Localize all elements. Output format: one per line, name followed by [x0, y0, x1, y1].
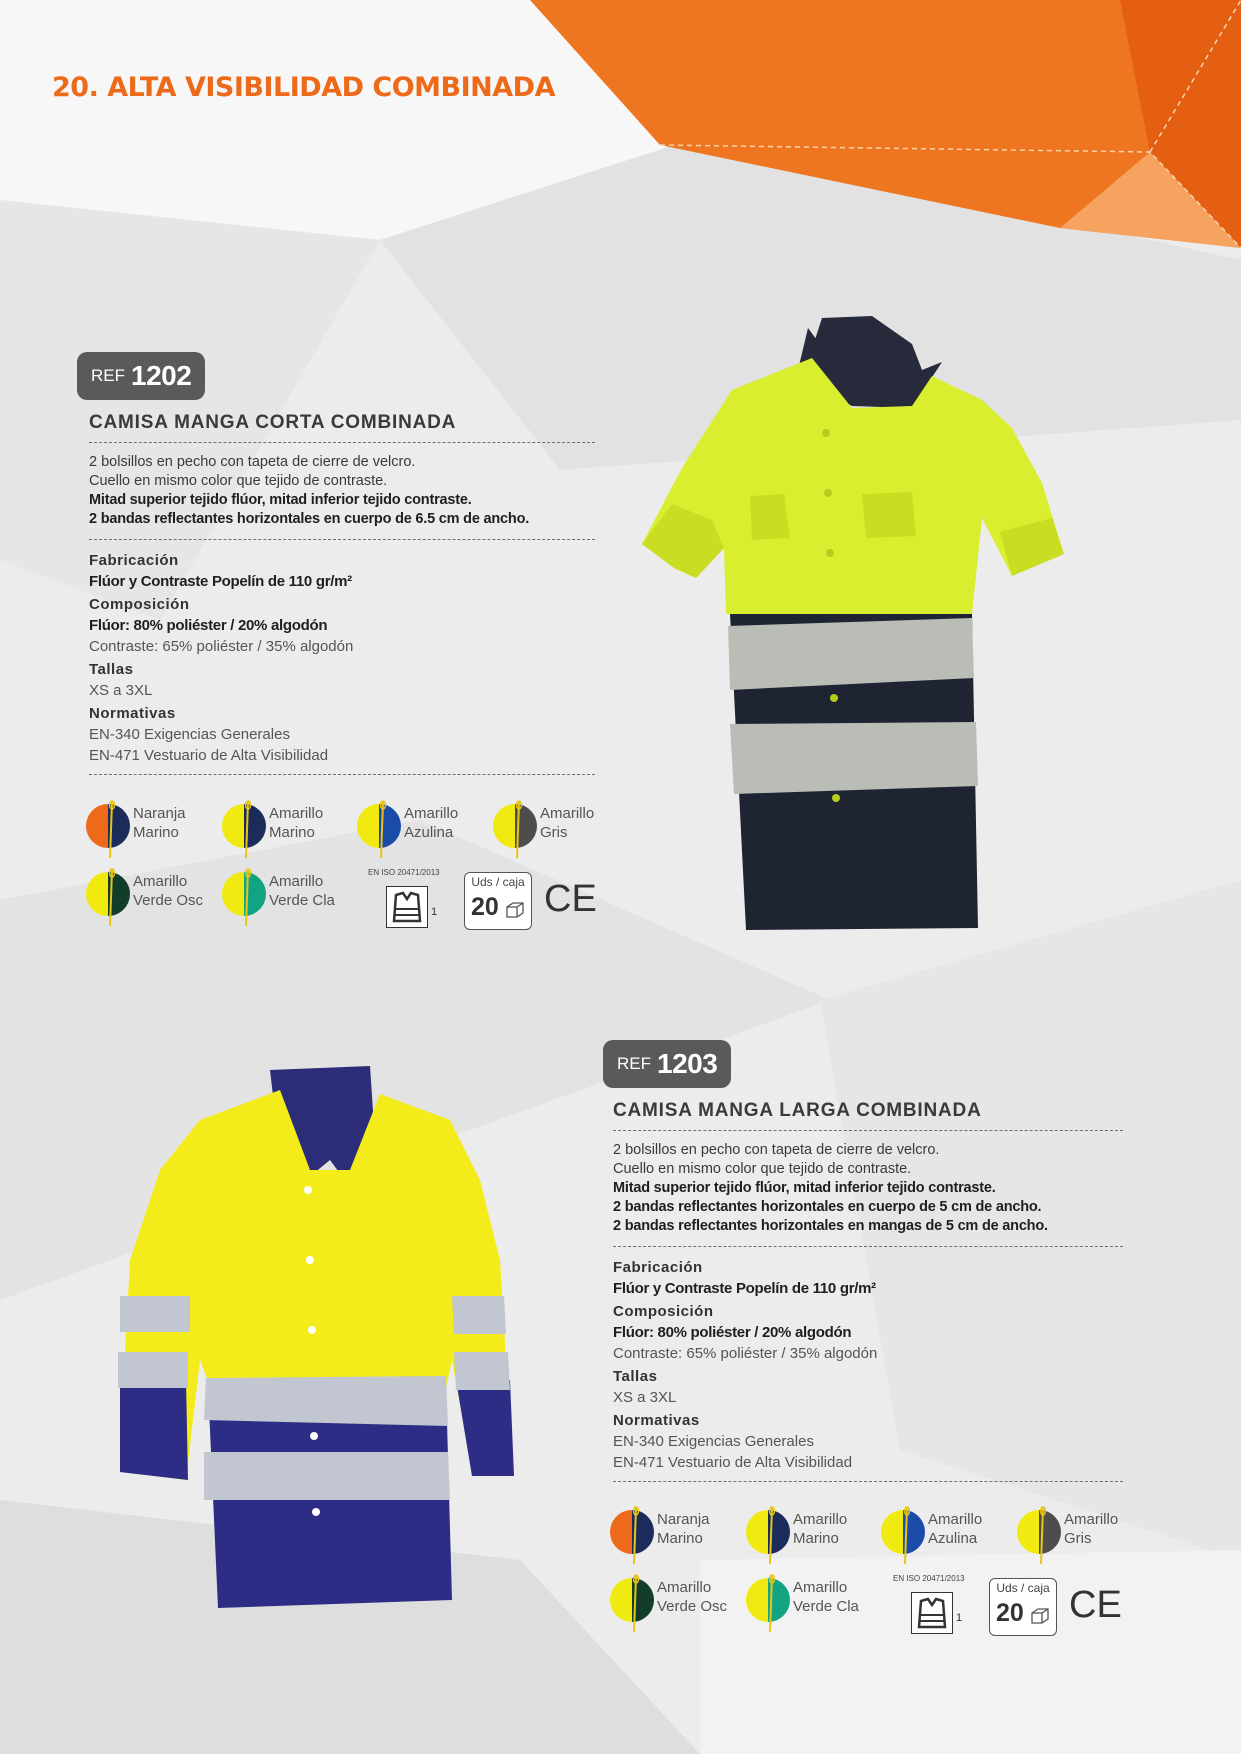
- swatch-label: [133, 872, 203, 910]
- fabricacion-label: Fabricación: [89, 552, 179, 569]
- swatch-icon: [493, 800, 537, 860]
- swatch-label-line: Gris: [540, 824, 568, 841]
- product-title: CAMISA MANGA CORTA COMBINADA: [89, 412, 457, 433]
- swatch-icon: [222, 800, 266, 860]
- units-per-box: [464, 872, 532, 930]
- swatch-label-line: Naranja: [133, 805, 186, 822]
- box-icon: [505, 901, 525, 919]
- normativas-label: Normativas: [613, 1412, 700, 1429]
- swatch-label-line: Azulina: [928, 1530, 978, 1547]
- swatch-label-line: Verde Osc: [657, 1598, 728, 1615]
- color-swatch-amarillo-gris[interactable]: [1017, 1506, 1167, 1562]
- swatch-label-line: Amarillo: [657, 1579, 712, 1596]
- color-swatch-amarillo-azulina[interactable]: [357, 800, 507, 856]
- color-swatch-amarillo-marino[interactable]: [222, 800, 372, 856]
- divider: [613, 1246, 1123, 1247]
- description-line: 2 bolsillos en pecho con tapeta de cierre de velcro.: [89, 454, 416, 470]
- certification-badges: [368, 868, 608, 938]
- product-description: [613, 1141, 1123, 1236]
- swatch-label-line: Amarillo: [540, 805, 595, 822]
- description-line: 2 bolsillos en pecho con tapeta de cierre de velcro.: [613, 1142, 940, 1158]
- color-swatch-amarillo-verde-osc[interactable]: [86, 868, 236, 924]
- product-specs: [613, 1257, 1123, 1473]
- units-value: 20: [996, 1599, 1024, 1627]
- swatch-label: [269, 872, 335, 910]
- hi-vis-vest-icon: [911, 1592, 953, 1634]
- tallas-value: XS a 3XL: [613, 1389, 677, 1406]
- swatch-label: [540, 804, 594, 842]
- page-title: 20. ALTA VISIBILIDAD COMBINADA: [52, 72, 555, 103]
- ref-number: 1202: [131, 360, 192, 391]
- divider: [89, 442, 595, 443]
- normativa-item: EN-471 Vestuario de Alta Visibilidad: [613, 1454, 853, 1471]
- product-1202-details: [89, 412, 595, 775]
- swatch-label-line: Verde Cla: [793, 1598, 859, 1615]
- composicion-fluor: Flúor: 80% poliéster / 20% algodón: [89, 617, 328, 634]
- swatch-label: [793, 1578, 859, 1616]
- swatch-label: [928, 1510, 982, 1548]
- description-line: 2 bandas reflectantes horizontales en cuerpo de 5 cm de ancho.: [613, 1199, 1042, 1215]
- normativa-item: EN-340 Exigencias Generales: [89, 726, 290, 743]
- fabricacion-value: Flúor y Contraste Popelín de 110 gr/m²: [89, 573, 352, 590]
- composicion-contraste: Contraste: 65% poliéster / 35% algodón: [89, 638, 354, 655]
- swatch-icon: [86, 800, 130, 860]
- swatch-icon: [357, 800, 401, 860]
- tallas-label: Tallas: [613, 1368, 658, 1385]
- box-icon: [1030, 1607, 1050, 1625]
- tallas-label: Tallas: [89, 661, 134, 678]
- certification-badges: [893, 1574, 1133, 1644]
- product-1203-details: [613, 1100, 1123, 1482]
- swatch-label-line: Amarillo: [404, 805, 459, 822]
- ce-mark-icon: [1069, 1584, 1122, 1626]
- composicion-contraste: Contraste: 65% poliéster / 35% algodón: [613, 1345, 878, 1362]
- description-line: Mitad superior tejido flúor, mitad inferior tejido contraste.: [89, 492, 472, 508]
- swatch-label: [793, 1510, 847, 1548]
- hi-vis-vest-icon: [386, 886, 428, 928]
- color-swatch-naranja-marino[interactable]: [86, 800, 236, 856]
- swatch-icon: [1017, 1506, 1061, 1566]
- long-sleeve-shirt-image: [100, 1060, 580, 1620]
- swatch-label-line: Amarillo: [793, 1511, 848, 1528]
- product-title: CAMISA MANGA LARGA COMBINADA: [613, 1100, 982, 1121]
- swatch-label-line: Marino: [657, 1530, 703, 1547]
- short-sleeve-shirt-image: [612, 318, 1146, 938]
- composicion-label: Composición: [89, 596, 190, 613]
- color-swatch-amarillo-verde-cla[interactable]: [222, 868, 372, 924]
- product-specs: [89, 550, 595, 766]
- fabricacion-label: Fabricación: [613, 1259, 703, 1276]
- swatch-label-line: Amarillo: [793, 1579, 848, 1596]
- ref-number: 1203: [657, 1048, 718, 1079]
- description-line: 2 bandas reflectantes horizontales en cuerpo de 6.5 cm de ancho.: [89, 511, 530, 527]
- description-line: Cuello en mismo color que tejido de contraste.: [89, 473, 388, 489]
- color-swatch-naranja-marino[interactable]: [610, 1506, 760, 1562]
- units-label: Uds / caja: [471, 875, 525, 889]
- swatch-label: [133, 804, 186, 842]
- swatch-label-line: Verde Cla: [269, 892, 335, 909]
- swatch-label-line: Gris: [1064, 1530, 1092, 1547]
- swatch-label-line: Azulina: [404, 824, 454, 841]
- swatch-label-line: Amarillo: [133, 873, 188, 890]
- units-label: Uds / caja: [996, 1581, 1050, 1595]
- divider: [613, 1130, 1123, 1131]
- units-per-box: [989, 1578, 1057, 1636]
- color-swatch-amarillo-verde-cla[interactable]: [746, 1574, 896, 1630]
- description-line: Cuello en mismo color que tejido de contraste.: [613, 1161, 912, 1177]
- swatch-label-line: Marino: [793, 1530, 839, 1547]
- composicion-fluor: Flúor: 80% poliéster / 20% algodón: [613, 1324, 852, 1341]
- divider: [613, 1481, 1123, 1482]
- fabricacion-value: Flúor y Contraste Popelín de 110 gr/m²: [613, 1280, 876, 1297]
- description-line: 2 bandas reflectantes horizontales en mangas de 5 cm de ancho.: [613, 1218, 1048, 1234]
- normativa-item: EN-471 Vestuario de Alta Visibilidad: [89, 747, 329, 764]
- swatch-label: [404, 804, 458, 842]
- ce-mark-icon: [544, 878, 597, 920]
- color-swatch-amarillo-azulina[interactable]: [881, 1506, 1031, 1562]
- norm-code: EN ISO 20471/2013: [368, 868, 440, 877]
- divider: [89, 774, 595, 775]
- description-line: Mitad superior tejido flúor, mitad inferior tejido contraste.: [613, 1180, 996, 1196]
- swatch-icon: [881, 1506, 925, 1566]
- color-swatch-amarillo-verde-osc[interactable]: [610, 1574, 760, 1630]
- units-value: 20: [471, 893, 499, 921]
- swatch-label-line: Amarillo: [269, 873, 324, 890]
- swatch-icon: [222, 868, 266, 928]
- swatch-label: [269, 804, 323, 842]
- swatch-icon: [610, 1574, 654, 1634]
- swatch-label-line: Verde Osc: [133, 892, 204, 909]
- tallas-value: XS a 3XL: [89, 682, 153, 699]
- swatch-label-line: Amarillo: [928, 1511, 983, 1528]
- swatch-label: [657, 1578, 727, 1616]
- norm-code: EN ISO 20471/2013: [893, 1574, 965, 1583]
- ref-badge: [603, 1040, 731, 1088]
- ref-label: REF: [91, 366, 125, 385]
- swatch-label: [657, 1510, 710, 1548]
- swatch-label: [1064, 1510, 1118, 1548]
- swatch-label-line: Marino: [133, 824, 179, 841]
- divider: [89, 539, 595, 540]
- ce-mark-text: CE: [1069, 1584, 1122, 1626]
- ce-mark-text: CE: [544, 878, 597, 920]
- color-swatch-amarillo-marino[interactable]: [746, 1506, 896, 1562]
- swatch-label-line: Naranja: [657, 1511, 710, 1528]
- normativa-item: EN-340 Exigencias Generales: [613, 1433, 814, 1450]
- ref-label: REF: [617, 1054, 651, 1073]
- swatch-icon: [610, 1506, 654, 1566]
- norm-class: 1: [431, 906, 438, 918]
- swatch-label-line: Amarillo: [269, 805, 324, 822]
- swatch-icon: [86, 868, 130, 928]
- normativas-label: Normativas: [89, 705, 176, 722]
- swatch-label-line: Amarillo: [1064, 1511, 1119, 1528]
- swatch-icon: [746, 1506, 790, 1566]
- ref-badge: [77, 352, 205, 400]
- product-description: [89, 453, 595, 529]
- swatch-icon: [746, 1574, 790, 1634]
- composicion-label: Composición: [613, 1303, 714, 1320]
- norm-class: 1: [956, 1612, 963, 1624]
- swatch-label-line: Marino: [269, 824, 315, 841]
